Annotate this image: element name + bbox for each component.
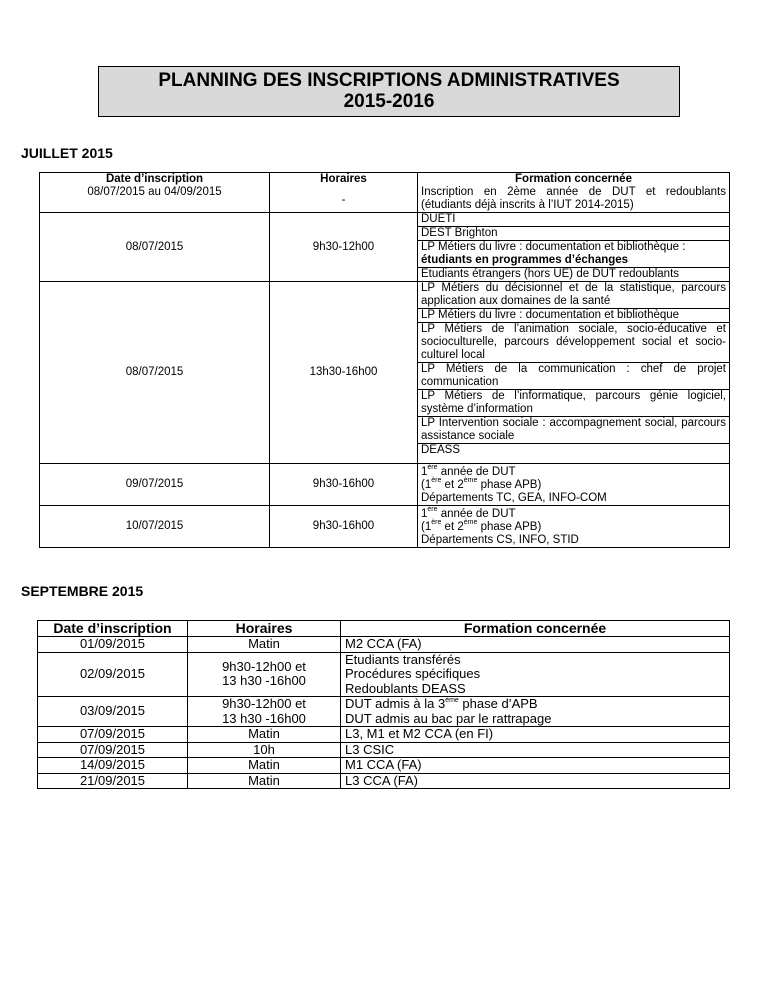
row-date: 03/09/2015 (38, 697, 188, 727)
column-header-formation: Formation concernée (341, 621, 730, 637)
column-header-horaires: Horaires (188, 621, 341, 637)
row-horaires: 13h30-16h00 (270, 282, 418, 464)
row-horaires: Matin (188, 637, 341, 653)
column-header-horaires: Horaires (320, 173, 367, 185)
row-formations (418, 282, 730, 464)
table-row (38, 637, 730, 653)
row-horaires: Matin (188, 727, 341, 743)
formation-item: LP Intervention sociale : accompagnement social, parcours assistance sociale (418, 417, 729, 444)
juillet-table (39, 172, 730, 548)
formation-intro: Inscription en 2ème année de DUT et redoublants (étudiants déjà inscrits à l’IUT 2014-2015) (421, 186, 726, 211)
table-row (40, 506, 730, 548)
formation-item: LP Métiers du décisionnel et de la statistique, parcours application aux domaines de la santé (418, 282, 729, 309)
row-formations (418, 464, 730, 506)
row-horaires: Matin (188, 773, 341, 789)
column-header-date: Date d’inscription (105, 173, 204, 185)
row-date: 08/07/2015 (40, 282, 270, 464)
row-horaires: 9h30-12h00 (270, 213, 418, 282)
row-formation (341, 652, 730, 697)
table-row (38, 758, 730, 774)
formation-item: Etudiants étrangers (hors UE) de DUT redoublants (421, 268, 680, 280)
formation-item: LP Métiers de la communication : chef de projet communication (418, 363, 729, 390)
formation-item: DUT admis au bac par le rattrapage (345, 710, 552, 726)
formation-item: 1ère année de DUT (421, 464, 516, 478)
table-row (40, 282, 730, 464)
formation-item: DEASS (421, 444, 460, 456)
formation-item: LP Métiers du livre : documentation et bibliothèque (418, 309, 729, 323)
table-row (40, 213, 730, 282)
page-subtitle-year: 2015-2016 (343, 91, 435, 112)
horaires-dash: - (341, 194, 346, 206)
row-horaires: 9h30-12h00 et 13 h30 -16h00 (188, 652, 341, 697)
date-range: 08/07/2015 au 04/09/2015 (87, 186, 222, 198)
row-date: 21/09/2015 (38, 773, 188, 789)
row-date: 01/09/2015 (38, 637, 188, 653)
row-horaires: 9h30-16h00 (270, 464, 418, 506)
formation-item: LP Métiers du livre : documentation et bibliothèque : (421, 241, 686, 253)
row-formations (418, 506, 730, 548)
table-row (38, 742, 730, 758)
table-row (38, 727, 730, 743)
column-header-date: Date d’inscription (38, 621, 188, 637)
row-date: 14/09/2015 (38, 758, 188, 774)
formation-item: DUETI (418, 213, 729, 227)
formation-item: Départements TC, GEA, INFO-COM (421, 492, 607, 504)
column-header-formation: Formation concernée (515, 173, 632, 185)
section-heading-juillet: JUILLET 2015 (21, 145, 113, 161)
row-formation (341, 697, 730, 727)
table-row (40, 464, 730, 506)
formation-item: DEST Brighton (418, 227, 729, 241)
formation-item: Procédures spécifiques (345, 666, 481, 681)
table-header-row (40, 173, 730, 213)
formation-item: Départements CS, INFO, STID (421, 534, 579, 546)
table-row (38, 773, 730, 789)
page-title: PLANNING DES INSCRIPTIONS ADMINISTRATIVES (158, 70, 620, 91)
page-title-box (98, 66, 680, 117)
row-formation: M1 CCA (FA) (341, 758, 730, 774)
header-formation-cell (418, 173, 730, 213)
header-horaires-cell (270, 173, 418, 213)
formation-item: 1ère année de DUT (421, 506, 516, 520)
row-date: 09/07/2015 (40, 464, 270, 506)
formation-item: LP Métiers de l’animation sociale, socio-éducative et socioculturelle, parcours développement social et socio-culturel local (418, 323, 729, 363)
row-horaires: 10h (188, 742, 341, 758)
table-row (38, 697, 730, 727)
formation-item: (1ère et 2ème phase APB) (421, 519, 542, 533)
row-date: 07/09/2015 (38, 727, 188, 743)
header-date-cell (40, 173, 270, 213)
row-date: 08/07/2015 (40, 213, 270, 282)
row-horaires: Matin (188, 758, 341, 774)
row-formation: L3 CCA (FA) (341, 773, 730, 789)
section-heading-septembre: SEPTEMBRE 2015 (21, 583, 144, 599)
table-header-row (38, 621, 730, 637)
formation-item-bold: étudiants en programmes d’échanges (418, 254, 729, 268)
septembre-table (37, 620, 730, 789)
row-date: 10/07/2015 (40, 506, 270, 548)
row-formation: M2 CCA (FA) (341, 637, 730, 653)
row-date: 07/09/2015 (38, 742, 188, 758)
formation-item: LP Métiers de l’informatique, parcours génie logiciel, système d’information (418, 390, 729, 417)
formation-item: (1ère et 2ème phase APB) (421, 477, 542, 491)
formation-item: DUT admis à la 3ème phase d’APB (345, 696, 538, 711)
row-horaires: 9h30-12h00 et 13 h30 -16h00 (188, 697, 341, 727)
row-formation: L3 CSIC (341, 742, 730, 758)
row-date: 02/09/2015 (38, 652, 188, 697)
row-formation: L3, M1 et M2 CCA (en FI) (341, 727, 730, 743)
row-horaires: 9h30-16h00 (270, 506, 418, 548)
table-row (38, 652, 730, 697)
formation-item: Etudiants transférés (345, 651, 461, 667)
formation-item: Redoublants DEASS (345, 680, 466, 696)
row-formations (418, 213, 730, 282)
